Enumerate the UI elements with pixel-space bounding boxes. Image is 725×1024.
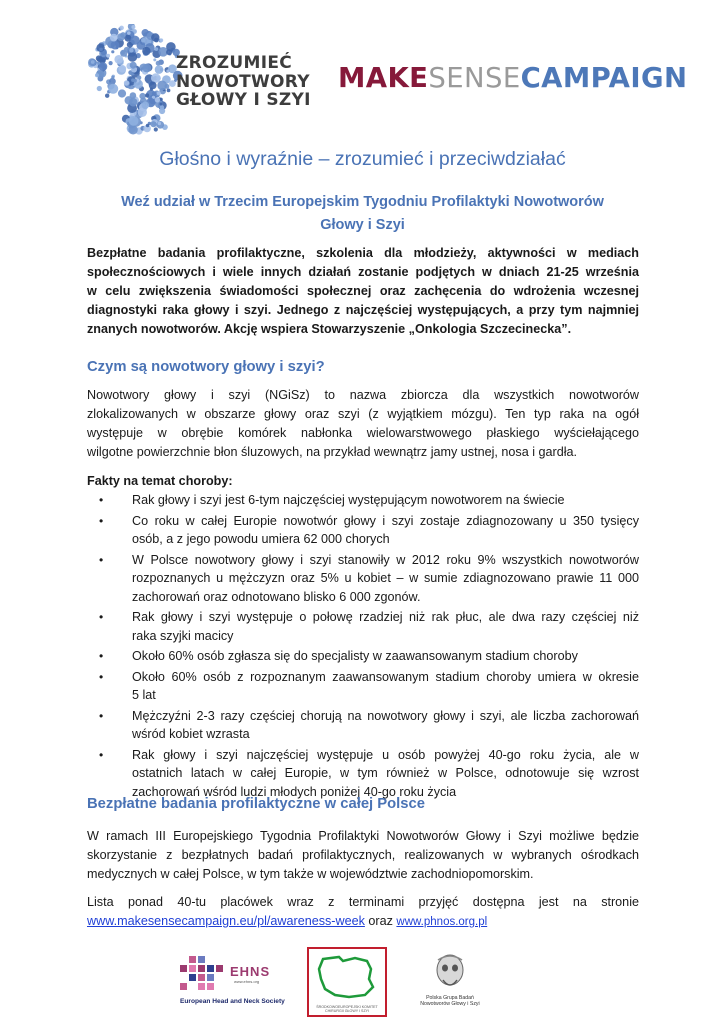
logo-bubble [154,127,158,131]
logo-bubble [142,47,150,55]
logo-bubble [156,61,161,66]
page-title: Głośno i wyraźnie – zrozumieć i przeciwdziałać [159,148,566,170]
fact-line: raka szyjki macicy [132,628,234,643]
logo-bubble [129,116,139,126]
ehns-url: www.ehns.org [234,979,260,984]
logo-bubble [111,41,120,50]
make-sense-campaign-logo [338,61,687,95]
logo-bubble [127,31,131,35]
section-heading-what-are: Czym są nowotwory głowy i szyi? [87,359,325,375]
intro-line: społecznościowych i wiele innych działań zostanie podjętych w dniach 21-25 września [87,265,639,279]
logo-bubble [145,93,149,97]
logo-bubble [135,48,139,52]
logo-bubble [120,50,127,57]
intro-line: znanych nowotworów. Akcję wspiera Stowarzyszenie „Onkologia Szczecinecka”. [87,322,572,336]
logo-bubble [109,61,113,65]
logo-bubble [146,124,149,127]
logo-bubble [151,73,161,83]
fact-line: zachorowań wśród ludzi młodych poniżej 40-go roku życia [132,784,457,799]
logo-line-3: GŁOWY I SZYI [176,90,311,110]
fact-item [99,707,639,744]
section-heading-free-screening: Bezpłatne badania profilaktyczne w całej Polsce [87,796,425,812]
ehns-name: EHNS [230,964,271,979]
logo-bubble [150,121,156,127]
fact-item [99,746,639,802]
ehns-square [198,956,205,963]
logo-bubble [130,92,137,99]
logo-line-2: NOWOTWORY [176,71,310,92]
logo-bubble [129,48,133,52]
ehns-square [207,965,214,972]
definition-line: występuje w obrębie komórek nabłonka wielowarstwowego płaskiego wyściełającego [87,426,639,440]
head-bubbles-logo [85,24,185,136]
bullet-icon: • [99,493,104,507]
logo-bubble [167,89,171,93]
fact-line: osób, a z jego powodu umiera 62 000 chorych [132,532,390,546]
logo-bubble [142,64,151,73]
logo-bubble [166,49,172,55]
logo-bubble [133,79,137,83]
screening-line: medycznych w całej Polsce, w tym także w województwie zachodniopomorskim. [87,867,534,881]
facility-list-paragraph [87,893,639,932]
logo-bubble [166,70,169,73]
bullet-icon: • [99,649,104,663]
definition-paragraph [87,386,639,462]
page-subtitle [100,191,625,237]
ppg-caption-line: Polska Grupa Badań [426,995,474,1001]
fact-line: ostatnich latach w całej Europie, w tym również w Polsce, odnotowuje się wzrost [132,766,639,780]
ehns-square [207,983,214,990]
intro-line: Bezpłatne badania profilaktyczne, szkolenia dla młodzieży, aktywności w mediach [87,246,639,260]
logo-bubble [111,50,114,53]
logo-bubble [131,36,140,45]
bullet-icon: • [99,747,104,762]
fact-line: zachorowań oraz odnotowano blisko 6 000 zgonów. [132,589,421,604]
logo-bubble [118,89,126,97]
links-line [87,912,639,932]
subtitle-line: Weź udział w Trzecim Europejskim Tygodniu Profilaktyki Nowotworów [121,194,604,210]
logo-bubble [99,48,103,52]
logo-bubble [155,65,164,74]
fact-item [99,491,639,510]
facility-list-line: Lista ponad 40-tu placówek wraz z terminami przyjęć dostępna jest na stronie [87,895,639,909]
definition-line: wilgotne powierzchnie błon śluzowych, na przykład wewnątrz jamy ustnej, nosa i gardła. [87,445,578,459]
ppg-caption-line: Nowotworów Głowy i Szyi [420,1001,480,1008]
bullet-icon: • [99,552,104,567]
fact-item [99,668,639,705]
logo-bubble [108,84,118,94]
logo-bubble [111,76,114,79]
bullet-icon: • [99,513,104,528]
fact-line: Około 60% osób z rozpoznanym zaawansowanym stadium choroby umiera w okresie [132,669,639,684]
ehns-square [198,965,205,972]
ppg-caption [410,995,490,1007]
logo-bubble [128,52,138,62]
facts-list [99,491,639,803]
fact-line: Rak głowy i szyi najczęściej występuje u osób powyżej 40-go roku życia, ale w [132,747,639,762]
logo-bubble [151,33,159,41]
ehns-square [198,974,205,981]
fact-item [99,512,639,549]
awareness-week-link[interactable]: www.makesensecampaign.eu/pl/awareness-week [87,914,365,928]
fact-line: Rak głowy i szyi występuje o połowę rzadziej niż rak płuc, ale dwa razy częściej niż [132,610,639,624]
intro-line: diagnostyki raka głowy i szyi. Jednego z najczęściej występujących, a przy tym najmniej [87,303,639,317]
fact-item [99,551,639,607]
ehns-square [189,974,196,981]
logo-bubble [149,82,157,90]
logo-bubble [120,32,126,38]
campaign-logo-text [176,54,311,110]
ehns-square [189,965,196,972]
logo-bubble [119,65,127,73]
fact-line: wśród kobiet wzrasta [132,727,250,741]
ehns-square [198,983,205,990]
logo-bubble [124,80,129,85]
screening-line: W ramach III Europejskiego Tygodnia Profilaktyki Nowotworów Głowy i Szyi możliwe będzie [87,829,639,843]
surgery-committee-logo [307,947,387,1017]
logo-bubble [160,103,163,106]
logo-bubble [97,86,102,91]
screening-line: skorzystanie z bezpłatnych badań profilaktycznych, realizowanych w wybranych ośrodkach [87,848,639,862]
logo-bubble [114,55,123,64]
logo-make: MAKE [338,62,429,94]
fact-line: Rak głowy i szyi jest 6-tym najczęściej występującym nowotworem na świecie [132,493,565,507]
intro-paragraph [87,244,639,339]
fact-line: rozpoznanych u mężczyzn oraz 5% u kobiet – w sumie zdiagnozowano prawie 11 000 [132,571,639,585]
fact-line: Co roku w całej Europie nowotwór głowy i szyi zostaje zdiagnozowany u 350 tysięcy [132,513,639,528]
logo-bubble [157,91,161,95]
logo-bubble [130,62,137,69]
fact-item [99,608,639,645]
logo-line-1: ZROZUMIEĆ [176,53,293,73]
logo-sense: SENSE [428,62,521,94]
facts-title: Fakty na temat choroby: [87,474,233,488]
fact-line: 5 lat [132,688,156,702]
fact-line: W Polsce nowotwory głowy i szyi stanowiły w 2012 roku 9% wszystkich nowotworów [132,552,639,567]
fact-line: Mężczyźni 2-3 razy częściej chorują na nowotwory głowy i szyi, ale liczba zachorowań [132,708,639,723]
logo-bubble [99,62,108,71]
fact-line: Około 60% osób zgłasza się do specjalisty w zaawansowanym stadium choroby [132,649,578,663]
skull-icon [410,950,490,994]
logo-bubble [158,122,161,125]
surgery-committee-caption: ŚRODKOWOEUROPEJSKI KOMITET CHIRURGII GŁOWY I SZYI [316,1005,378,1013]
intro-line: w celu zwiększenia świadomości społecznej oraz zachęcenia do wdrożenia wczesnej [87,284,639,298]
logo-bubble [160,105,164,109]
phnos-link[interactable]: www.phnos.org.pl [396,916,488,928]
bullet-icon: • [99,708,104,723]
bullet-icon: • [99,669,104,684]
ehns-square [216,965,223,972]
ehns-square [207,974,214,981]
definition-line: Nowotwory głowy i szyi (NGiSz) to nazwa zbiorcza dla wszystkich nowotworów [87,388,639,402]
bullet-icon: • [99,610,104,624]
logo-bubble [119,26,124,31]
ehns-square [180,983,187,990]
logo-bubble [153,58,156,61]
logo-bubble [157,81,167,91]
logo-bubble [99,56,102,59]
logo-bubble [129,98,138,107]
logo-bubble [110,34,118,42]
ehns-square [189,956,196,963]
definition-line: zlokalizowanych w obszarze głowy oraz szyi (z wyjątkiem mózgu). Ten typ raka na ogół [87,407,639,421]
logo-bubble [131,25,135,29]
logo-bubble [91,60,95,64]
logo-bubble [141,38,146,43]
logo-bubble [142,102,150,110]
logo-campaign: CAMPAIGN [520,62,688,94]
logo-bubble [155,47,159,51]
subtitle-line: Głowy i Szyi [320,217,405,233]
ehns-square [180,965,187,972]
logo-bubble [95,73,99,77]
logo-bubble [105,94,109,98]
ppg-logo [410,950,490,1020]
logo-bubble [106,54,110,58]
map-outline-icon [309,949,385,1005]
ehns-logo [180,954,300,1012]
fact-item [99,647,639,666]
ehns-caption: European Head and Neck Society [180,998,285,1005]
logo-bubble [155,97,160,102]
link-joiner: oraz [364,914,397,928]
screening-paragraph [87,827,639,884]
logo-bubble [169,80,176,87]
logo-bubble [160,38,164,42]
